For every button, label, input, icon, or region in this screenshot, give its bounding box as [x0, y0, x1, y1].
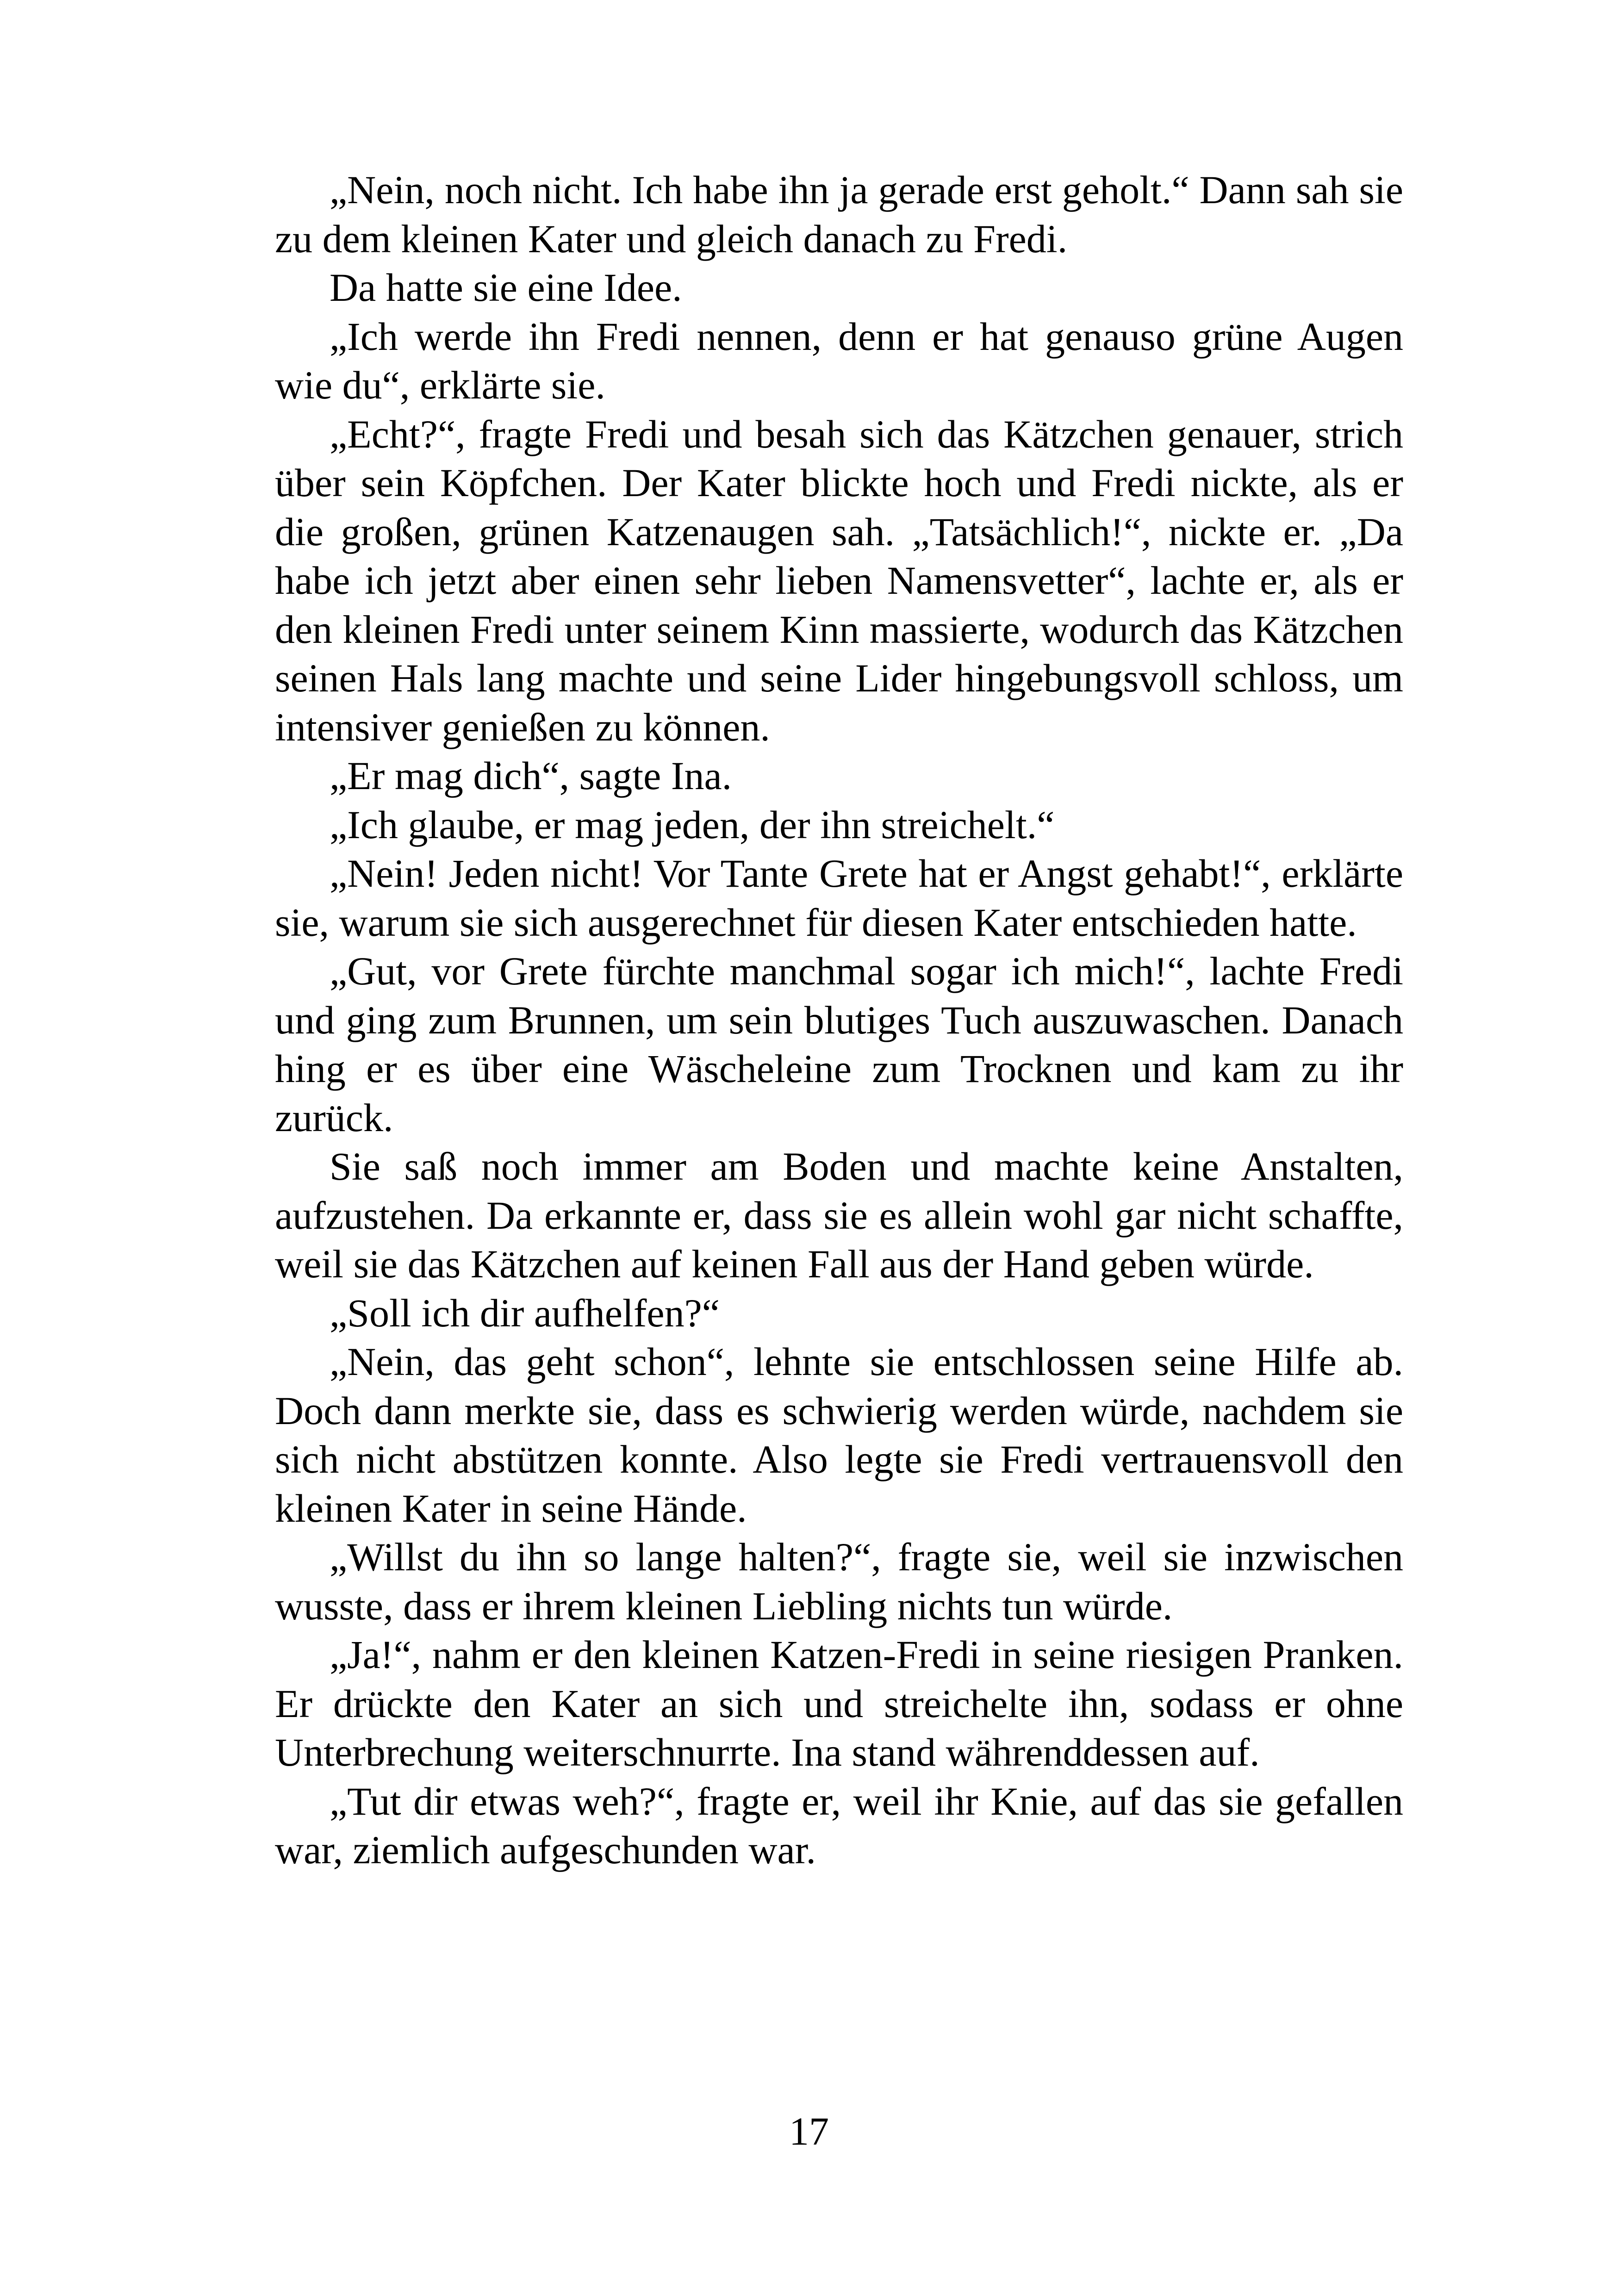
paragraph: „Ich glaube, er mag jeden, der ihn streichelt.“ — [330, 802, 1055, 847]
paragraph: Da hatte sie eine Idee. — [330, 265, 682, 310]
paragraph: „Nein, noch nicht. Ich habe ihn ja gerade erst geholt.“ Dann sah sie zu dem kleinen Kater und gleich danach zu Fredi. — [275, 168, 1403, 261]
paragraph: „Tut dir etwas weh?“, fragte er, weil ihr Knie, auf das sie gefallen war, ziemlich aufgeschunden war. — [275, 1779, 1403, 1872]
paragraph: Sie saß noch immer am Boden und machte keine Anstalten, aufzustehen. Da erkannte er, dass sie es allein wohl gar nicht schaffte, weil sie das Kätzchen auf keinen Fall aus der Hand geben würde. — [275, 1144, 1403, 1286]
paragraph: „Gut, vor Grete fürchte manchmal sogar ich mich!“, lachte Fredi und ging zum Brunnen, um sein blutiges Tuch auszuwaschen. Danach hing er es über eine Wäscheleine zum Trocknen und kam zu ihr zurück. — [275, 949, 1403, 1140]
paragraph: „Willst du ihn so lange halten?“, fragte sie, weil sie inzwischen wusste, dass er ihrem kleinen Liebling nichts tun würde. — [275, 1535, 1403, 1628]
paragraph: „Soll ich dir aufhelfen?“ — [330, 1290, 720, 1335]
body-text — [275, 166, 1403, 1875]
page-number: 17 — [789, 2109, 829, 2153]
paragraph: „Ja!“, nahm er den kleinen Katzen-Fredi in seine riesigen Pranken. Er drückte den Kater an sich und streichelte ihn, sodass er ohne Unterbrechung weiterschnurrte. Ina stand währenddessen auf. — [275, 1632, 1403, 1774]
paragraph: „Echt?“, fragte Fredi und besah sich das Kätzchen genauer, strich über sein Köpfchen. Der Kater blickte hoch und Fredi nickte, als er die großen, grünen Katzenaugen sah. „Tatsächlich!“, nickte er. „Da habe ich jetzt aber einen sehr lieben Namensvetter“, lachte er, als er den kleinen Fredi unter seinem Kinn massierte, wodurch das Kätzchen seinen Hals lang machte und seine Lider hingebungsvoll schloss, um intensiver genießen zu können. — [275, 411, 1403, 749]
paragraph: „Ich werde ihn Fredi nennen, denn er hat genauso grüne Augen wie du“, erklärte sie. — [275, 314, 1403, 407]
paragraph: „Nein! Jeden nicht! Vor Tante Grete hat er Angst gehabt!“, erklärte sie, warum sie sich ausgerechnet für diesen Kater entschieden hatte. — [275, 851, 1403, 945]
paragraph: „Er mag dich“, sagte Ina. — [330, 753, 732, 798]
paragraph: „Nein, das geht schon“, lehnte sie entschlossen seine Hilfe ab. Doch dann merkte sie, dass es schwierig werden würde, nachdem sie sich nicht abstützen konnte. Also legte sie Fredi vertrauensvoll den kleinen Kater in seine Hände. — [275, 1339, 1403, 1531]
